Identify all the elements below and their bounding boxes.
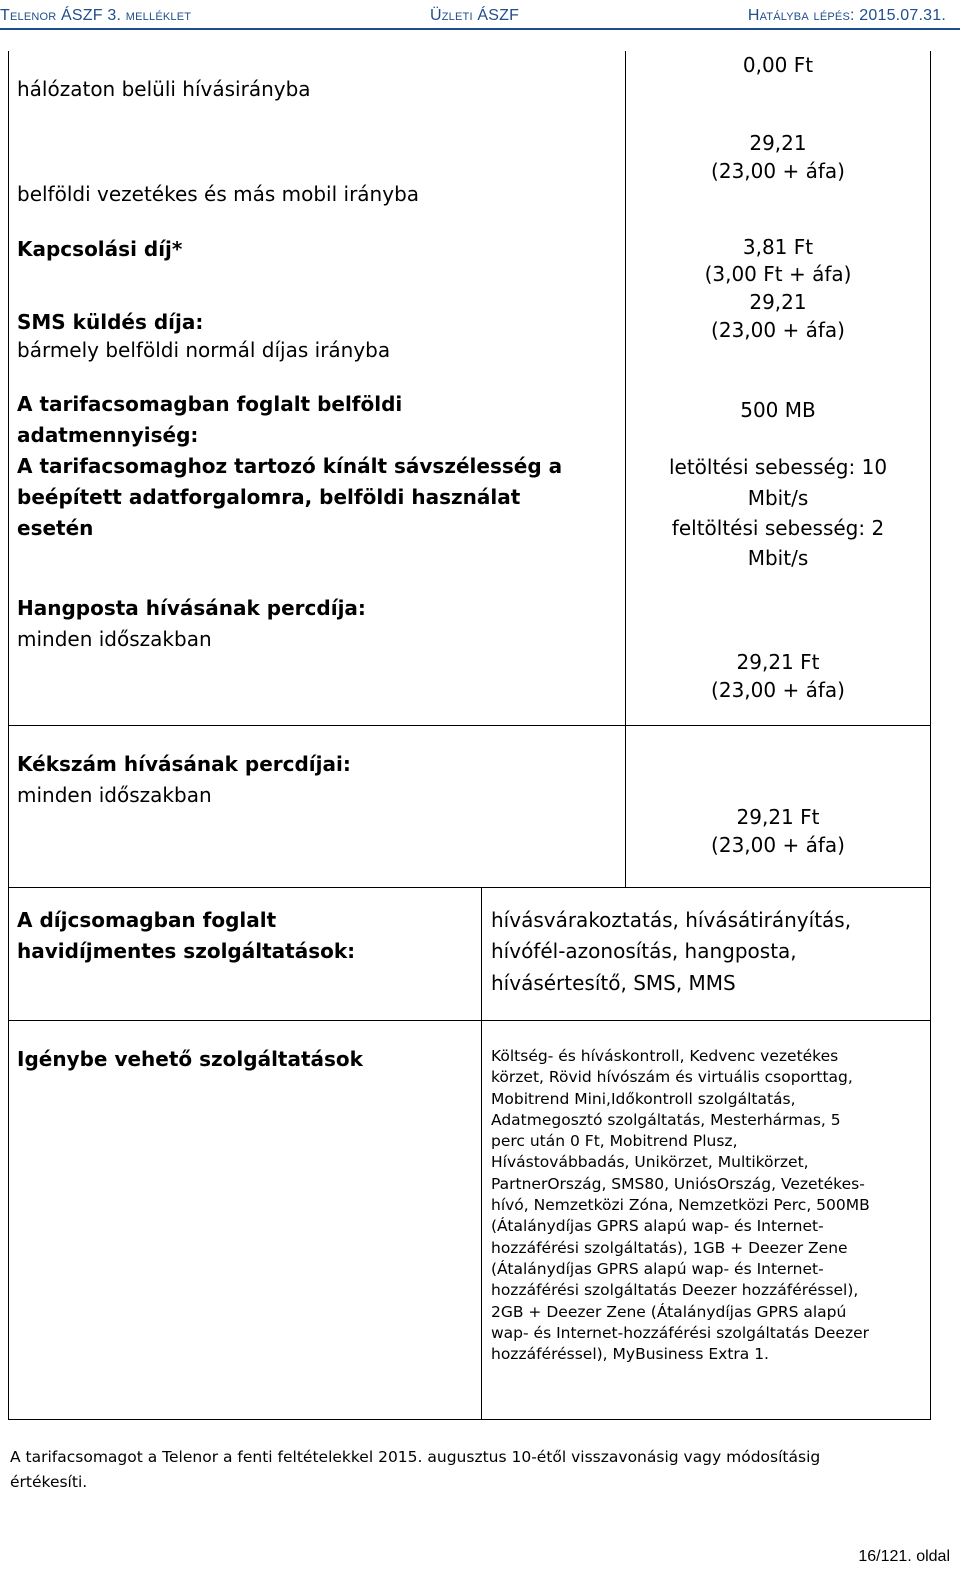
row-value: 0,00 Ft — [742, 53, 814, 77]
table-border-right — [930, 51, 931, 1420]
available-services-text: Költség- és híváskontroll, Kedvenc vezetékes körzet, Rövid hívószám és virtuális csoporttag, Mobitrend Mini,Időkontroll szolgáltatás, Adatmegosztó szolgáltatás, Mesterhármas, 5 perc után 0 Ft, Mobitrend Plusz, Hívástovábbadás, Unikörzet, Multikörzet, PartnerOrszág, SMS80, UniósOrszág, Vezetékes- hívó, Nemzetközi Zóna, Nemzetközi Perc, 500MB (Átalánydíjas GPRS alapú wap- és Internet- hozzáférési szolgáltatás), 1GB + Deezer Zene (Átalánydíjas GPRS alapú wap- és Internet- hozzáférési szolgáltatás Deezer hozzáféréssel), 2GB + Deezer Zene (Átalánydíjas GPRS alapú wap- és Internet-hozzáférési szolgáltatás Deezer hozzáféréssel), MyBusiness Extra 1. — [491, 1047, 870, 1364]
row-value: (23,00 + áfa) — [711, 833, 845, 857]
free-services-line: hívásértesítő, SMS, MMS — [491, 971, 736, 995]
row-value: 29,21 Ft — [736, 650, 820, 674]
header-center: Üzleti ÁSZF — [430, 7, 520, 24]
row-value: letöltési sebesség: 10 — [668, 455, 888, 479]
row-label: A díjcsomagban foglalt — [17, 908, 277, 932]
header-left: Telenor ÁSZF 3. melléklet — [0, 7, 192, 24]
row-label: Kapcsolási díj* — [17, 237, 183, 261]
footer-note: A tarifacsomagot a Telenor a fenti feltételekkel 2015. augusztus 10-étől visszavonásig vagy módosításig — [10, 1448, 821, 1466]
row-label: hálózaton belüli hívásirányba — [17, 77, 311, 101]
free-services-line: hívófél-azonosítás, hangposta, — [491, 939, 797, 963]
column-divider-lower — [481, 887, 482, 1420]
page-header — [0, 2, 960, 30]
row-label: SMS küldés díja: — [17, 310, 204, 334]
row-label: A tarifacsomagban foglalt belföldi — [17, 392, 403, 416]
row-value: (23,00 + áfa) — [711, 159, 845, 183]
row-value: (23,00 + áfa) — [711, 318, 845, 342]
table-border-bottom — [8, 1419, 931, 1420]
row-label: belföldi vezetékes és más mobil irányba — [17, 182, 420, 206]
row-label: Kékszám hívásának percdíjai: — [17, 752, 351, 776]
free-services-line: hívásvárakoztatás, hívásátirányítás, — [491, 908, 852, 932]
row-label: esetén — [17, 516, 94, 540]
row-label: havidíjmentes szolgáltatások: — [17, 939, 356, 963]
row-divider — [8, 1020, 931, 1021]
row-label: bármely belföldi normál díjas irányba — [17, 338, 391, 362]
row-value: (23,00 + áfa) — [711, 678, 845, 702]
table-border-left — [8, 51, 9, 1420]
row-value: 29,21 — [749, 290, 807, 314]
row-label: beépített adatforgalomra, belföldi használat — [17, 485, 521, 509]
page-number: 16/121. oldal — [858, 1548, 950, 1565]
row-label: A tarifacsomaghoz tartozó kínált sávszélesség a — [17, 454, 563, 478]
header-right: Hatályba lépés: 2015.07.31. — [747, 7, 946, 24]
row-label: Hangposta hívásának percdíja: — [17, 596, 366, 620]
row-divider — [8, 725, 931, 726]
row-label: minden időszakban — [17, 627, 212, 651]
row-value: Mbit/s — [747, 546, 809, 570]
row-value: 29,21 — [749, 131, 807, 155]
row-label: Igénybe vehető szolgáltatások — [17, 1047, 363, 1071]
row-value: 29,21 Ft — [736, 805, 820, 829]
row-divider — [8, 887, 931, 888]
row-value: feltöltési sebesség: 2 — [671, 516, 885, 540]
row-value: 500 MB — [740, 398, 816, 422]
row-value: Mbit/s — [747, 486, 809, 510]
row-value: (3,00 Ft + áfa) — [704, 262, 852, 286]
row-label: minden időszakban — [17, 783, 212, 807]
row-value: 3,81 Ft — [742, 235, 814, 259]
row-label: adatmennyiség: — [17, 423, 199, 447]
footer-note: értékesíti. — [10, 1473, 88, 1491]
